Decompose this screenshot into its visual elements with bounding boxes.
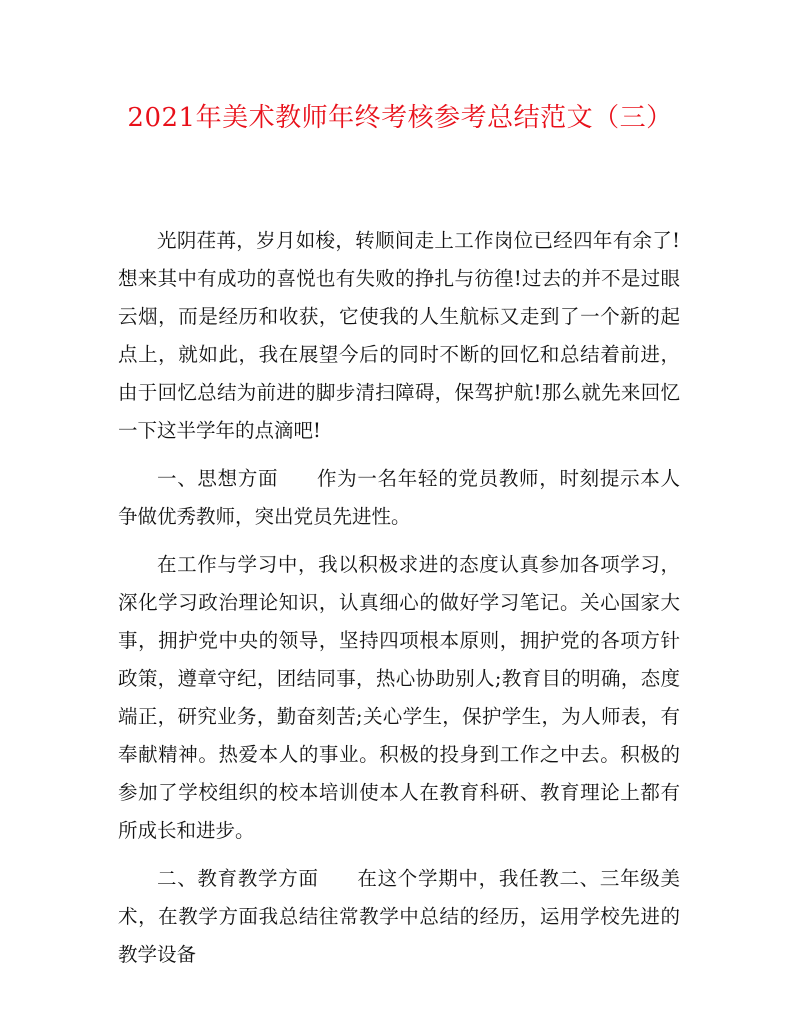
paragraph-intro-text: 光阴荏苒，岁月如梭，转顺间走上工作岗位已经四年有余了!想来其中有成功的喜悦也有失败的挣扎与彷徨!过去的并不是过眼云烟，而是经历和收获，它使我的人生航标又走到了一个新的起点上，就如此，我在展望今后的同时不断的回忆和总结着前进，由于回忆总结为前进的脚步清扫障碍，保驾护航!那么就先来回忆一下这半学年的点滴吧!: [118, 229, 680, 442]
document-title: 2021年美术教师年终考核参考总结范文（三）: [127, 103, 673, 133]
paragraph-teaching-text: 在这个学期中，我任教二、三年级美术，在教学方面我总结往常教学中总结的经历，运用学校先进的教学设备: [118, 867, 680, 966]
section-heading-teaching: 二、教育教学方面: [157, 867, 319, 890]
paragraph-teaching: [118, 860, 680, 974]
paragraph-ideology: [118, 460, 680, 536]
document-body: [118, 222, 680, 974]
paragraph-study-text: 在工作与学习中，我以积极求进的态度认真参加各项学习，深化学习政治理论知识，认真细心的做好学习笔记。关心国家大事，拥护党中央的领导，坚持四项根本原则，拥护党的各项方针政策，遵章守纪，团结同事，热心协助别人;教育目的明确，态度端正，研究业务，勤奋刻苦;关心学生，保护学生，为人师表，有奉献精神。热爱本人的事业。积极的投身到工作之中去。积极的参加了学校组织的校本培训使本人在教育科研、教育理论上都有所成长和进步。: [118, 553, 680, 842]
paragraph-study: [118, 546, 680, 850]
paragraph-intro: [118, 222, 680, 450]
section-heading-ideology: 一、思想方面: [157, 467, 279, 490]
paragraph-ideology-text: 作为一名年轻的党员教师，时刻提示本人争做优秀教师，突出党员先进性。: [118, 467, 680, 528]
